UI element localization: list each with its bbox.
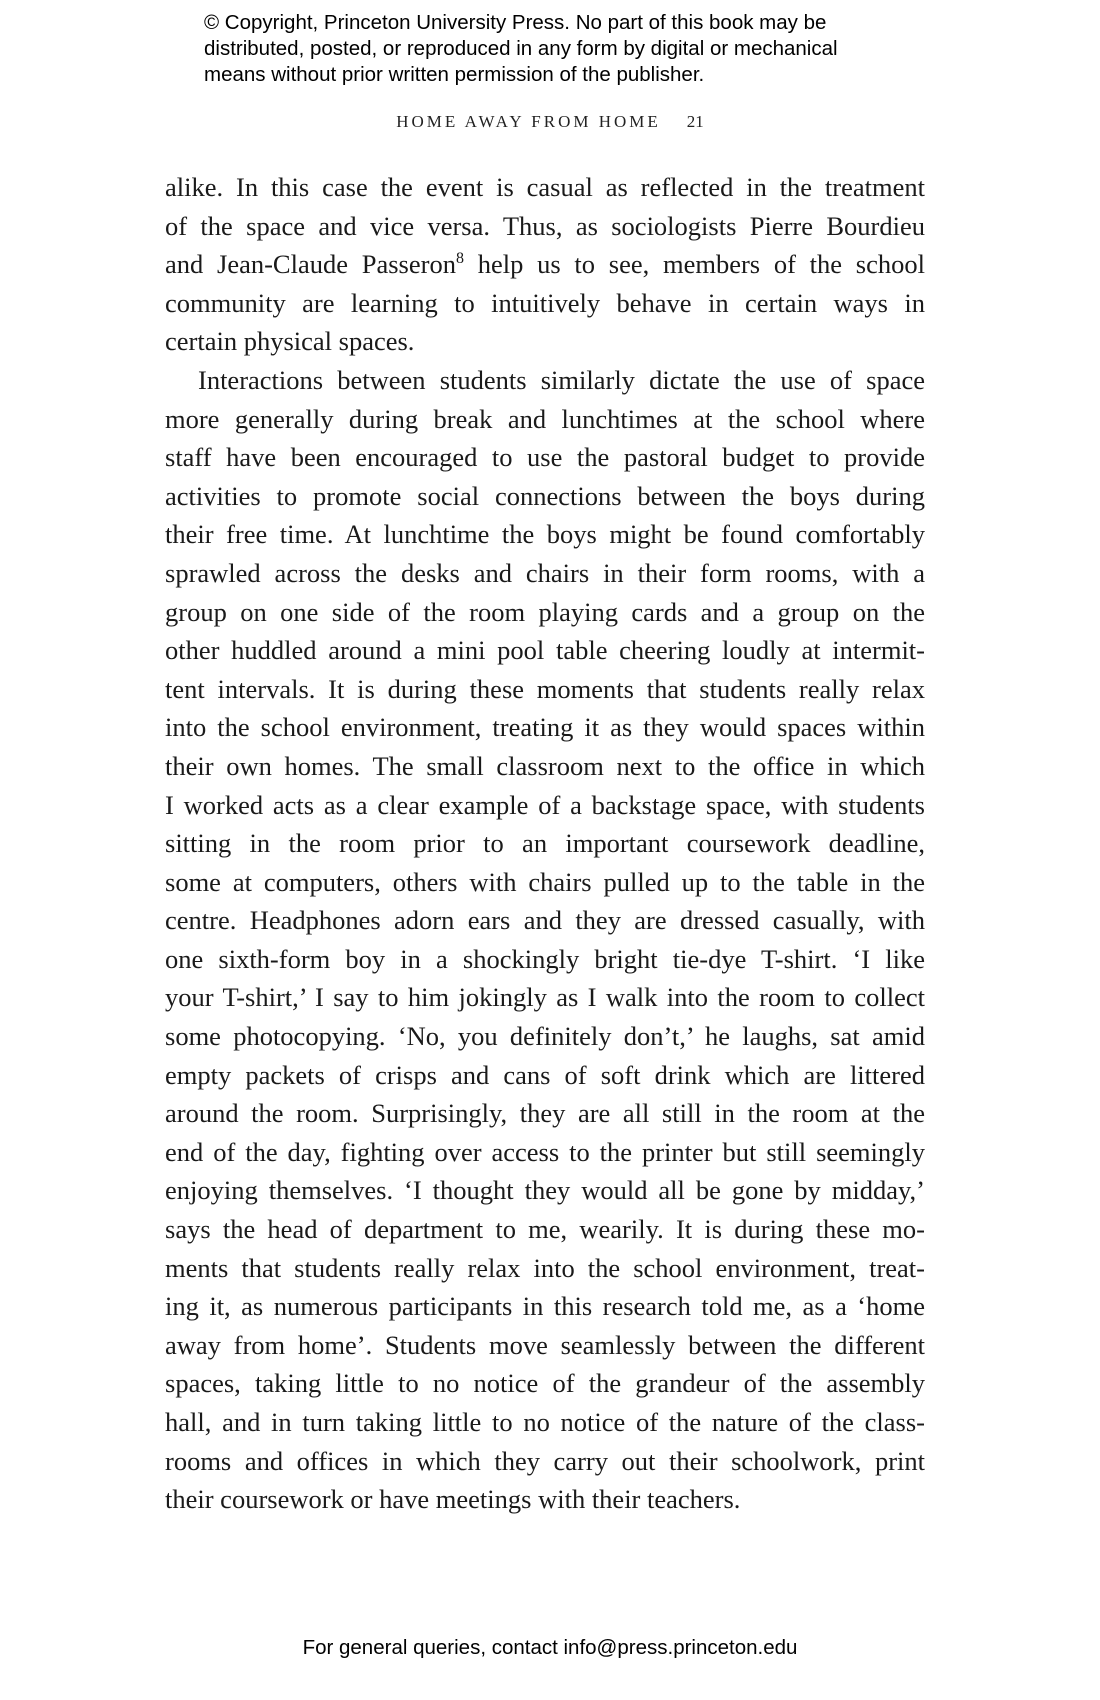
text-line: other huddled around a mini pool table cheering loudly at intermit- — [165, 635, 925, 666]
footer-contact: For general queries, contact info@press.princeton.edu — [302, 1636, 798, 1659]
running-head — [0, 112, 1100, 132]
text-line: ing it, as numerous participants in this research told me, as a ‘home — [165, 1291, 925, 1322]
text-line: empty packets of crisps and cans of soft drink which are littered — [165, 1059, 925, 1090]
text-fragment: help us to see, members of the school — [463, 249, 925, 280]
text-line: community are learning to intuitively behave in certain ways in — [165, 287, 925, 318]
body-text — [165, 168, 925, 1519]
footnote-marker[interactable]: 8 — [455, 250, 464, 268]
text-line: around the room. Surprisingly, they are all still in the room at the — [165, 1098, 925, 1129]
copyright-notice — [204, 10, 924, 88]
text-line: alike. In this case the event is casual as reflected in the treatment — [165, 172, 925, 202]
text-line: sprawled across the desks and chairs in their form rooms, with a — [165, 557, 925, 588]
text-line: staff have been encouraged to use the pastoral budget to provide — [165, 442, 925, 473]
text-line: enjoying themselves. ‘I thought they would all be gone by midday,’ — [165, 1175, 925, 1206]
text-line: spaces, taking little to no notice of the grandeur of the assembly — [165, 1368, 925, 1399]
text-line: activities to promote social connections between the boys during — [165, 480, 925, 511]
text-line: end of the day, fighting over access to the printer but still seemingly — [165, 1136, 925, 1167]
text-line: into the school environment, treating it as they would spaces within — [165, 712, 925, 743]
text-line: more generally during break and lunchtimes at the school where — [165, 403, 925, 434]
text-line: their free time. At lunchtime the boys might be found comfortably — [165, 519, 925, 550]
text-line — [165, 245, 925, 284]
text-line: says the head of department to me, wearily. It is during these mo- — [165, 1214, 925, 1245]
text-line: some photocopying. ‘No, you definitely don’t,’ he laughs, sat amid — [165, 1021, 925, 1052]
text-line: certain physical spaces. — [165, 326, 415, 357]
copyright-line: distributed, posted, or reproduced in any form by digital or mechanical — [204, 37, 838, 60]
page-number: 21 — [686, 112, 704, 131]
text-fragment: and Jean-Claude Passeron — [165, 249, 456, 280]
text-line: your T-shirt,’ I say to him jokingly as I walk into the room to collect — [165, 982, 925, 1013]
text-line: tent intervals. It is during these moments that students really relax — [165, 673, 925, 704]
text-line: some at computers, others with chairs pulled up to the table in the — [165, 866, 925, 897]
text-line: away from home’. Students move seamlessly between the different — [165, 1329, 925, 1360]
copyright-line: © Copyright, Princeton University Press. No part of this book may be — [204, 11, 827, 34]
running-head-title: HOME AWAY FROM HOME — [396, 112, 661, 131]
text-line: their own homes. The small classroom next to the office in which — [165, 750, 925, 781]
text-line: rooms and offices in which they carry out their schoolwork, print — [165, 1445, 925, 1476]
text-line: centre. Headphones adorn ears and they are dressed casually, with — [165, 905, 925, 936]
text-line: Interactions between students similarly dictate the use of space — [198, 364, 925, 395]
text-line: group on one side of the room playing cards and a group on the — [165, 596, 925, 627]
text-line: their coursework or have meetings with their teachers. — [165, 1484, 741, 1515]
text-line: I worked acts as a clear example of a backstage space, with students — [165, 789, 925, 820]
text-line: one sixth-form boy in a shockingly bright tie-dye T-shirt. ‘I like — [165, 943, 925, 974]
text-line: hall, and in turn taking little to no notice of the nature of the class- — [165, 1407, 925, 1437]
text-line: sitting in the room prior to an important coursework deadline, — [165, 828, 925, 859]
copyright-line: means without prior written permission of the publisher. — [204, 63, 705, 86]
text-line: of the space and vice versa. Thus, as sociologists Pierre Bourdieu — [165, 210, 925, 241]
text-line: ments that students really relax into the school environment, treat- — [165, 1252, 925, 1283]
